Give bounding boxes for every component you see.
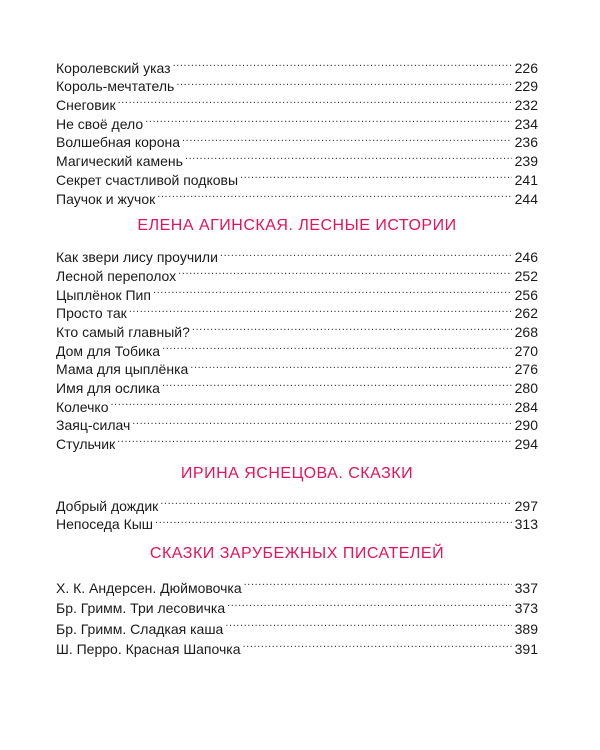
- toc-entry: [56, 412, 538, 434]
- dot-leader: [227, 593, 512, 614]
- dot-leader: [185, 147, 512, 166]
- entry-title: Цыплёнок Пип: [56, 286, 151, 303]
- dot-leader: [145, 110, 512, 129]
- dot-leader: [182, 129, 512, 148]
- entry-page-number: 262: [514, 305, 538, 322]
- toc-entry: [56, 300, 538, 322]
- toc-entry: [56, 492, 538, 514]
- dot-leader: [243, 634, 512, 655]
- entry-title: Колечко: [56, 398, 109, 415]
- dot-leader: [157, 185, 511, 204]
- dot-leader: [155, 511, 512, 530]
- dot-leader: [153, 281, 512, 300]
- entry-page-number: 373: [514, 600, 538, 617]
- dot-leader: [117, 430, 512, 449]
- entry-title: Х. К. Андерсен. Дюймовочка: [56, 579, 242, 596]
- entry-page-number: 270: [514, 342, 538, 359]
- entry-page-number: 313: [514, 516, 538, 533]
- dot-leader: [240, 166, 512, 185]
- toc-entry: [56, 430, 538, 453]
- dot-leader: [111, 393, 512, 412]
- entry-title: Паучок и жучок: [56, 190, 156, 207]
- section-heading: ЕЛЕНА АГИНСКАЯ. ЛЕСНЫЕ ИСТОРИИ: [137, 216, 457, 234]
- dot-leader: [225, 613, 511, 634]
- entry-title: Мама для цыплёнка: [56, 361, 189, 378]
- toc-entry: [56, 572, 538, 596]
- entry-page-number: 246: [514, 249, 538, 266]
- entry-page-number: 236: [514, 134, 538, 151]
- toc-group-aginskaya: [56, 244, 538, 453]
- section-heading: ИРИНА ЯСНЕЦОВА. СКАЗКИ: [180, 465, 414, 483]
- entry-page-number: 229: [514, 78, 538, 95]
- toc-group-yasnetsova: [56, 492, 538, 533]
- dot-leader: [118, 91, 512, 110]
- entry-title: Имя для ослика: [56, 380, 160, 396]
- entry-page-number: 268: [514, 323, 538, 340]
- entry-page-number: 252: [514, 267, 538, 284]
- entry-title: Лесной переполох: [56, 267, 177, 284]
- entry-title: Секрет счастливой подковы: [56, 171, 239, 188]
- entry-page-number: 276: [514, 361, 538, 378]
- dot-leader: [192, 318, 512, 337]
- entry-page-number: 226: [514, 59, 538, 76]
- toc-group-foreign-writers: [56, 572, 538, 658]
- entry-page-number: 337: [514, 579, 538, 596]
- entry-page-number: 290: [514, 417, 538, 434]
- entry-title: Бр. Гримм. Три лесовичка: [56, 600, 226, 617]
- entry-page-number: 294: [514, 436, 538, 453]
- entry-page-number: 232: [514, 97, 538, 114]
- dot-leader: [173, 54, 512, 73]
- dot-leader: [220, 244, 512, 263]
- toc-entry: [56, 54, 538, 76]
- entry-title: Дом для Тобика: [56, 342, 161, 359]
- entry-page-number: 239: [514, 153, 538, 170]
- entry-page-number: 244: [514, 190, 538, 207]
- entry-page-number: 284: [514, 398, 538, 415]
- table-of-contents: [56, 54, 538, 658]
- entry-title: Кто самый главный?: [56, 323, 190, 340]
- entry-title: Магический камень: [56, 153, 183, 170]
- toc-entry: [56, 110, 538, 132]
- entry-title: Стульчик: [56, 436, 116, 453]
- entry-page-number: 391: [514, 641, 538, 658]
- entry-title: Волшебная корона: [56, 134, 181, 151]
- entry-title: Ш. Перро. Красная Шапочка: [56, 641, 241, 658]
- toc-entry: [56, 91, 538, 114]
- dot-leader: [176, 73, 511, 92]
- entry-page-number: 256: [514, 286, 538, 303]
- dot-leader: [162, 374, 512, 393]
- dot-leader: [132, 412, 511, 431]
- entry-page-number: 234: [514, 115, 538, 132]
- entry-title: Король-мечтатель: [56, 78, 175, 95]
- toc-entry: [56, 393, 538, 415]
- toc-group-untitled: [56, 54, 538, 207]
- entry-page-number: 297: [514, 497, 538, 514]
- dot-leader: [160, 492, 511, 511]
- entry-title: Снеговик: [56, 97, 116, 114]
- entry-page-number: 241: [514, 171, 538, 188]
- entry-title: Просто так: [56, 305, 127, 322]
- dot-leader: [129, 300, 512, 319]
- entry-title: Королевский указ: [56, 59, 171, 76]
- entry-title: Не своё дело: [56, 115, 144, 132]
- entry-title: Бр. Гримм. Сладкая каша: [56, 620, 224, 637]
- dot-leader: [190, 356, 511, 375]
- entry-title: Заяц-силач: [56, 417, 131, 434]
- entry-title: Как звери лису проучили: [56, 249, 218, 266]
- entry-title: Непоседа Кыш: [56, 516, 154, 533]
- dot-leader: [244, 572, 512, 593]
- entry-page-number: 280: [514, 380, 538, 396]
- dot-leader: [178, 262, 511, 281]
- dot-leader: [162, 337, 512, 356]
- entry-title: Добрый дождик: [56, 497, 159, 514]
- section-heading: СКАЗКИ ЗАРУБЕЖНЫХ ПИСАТЕЛЕЙ: [149, 545, 445, 563]
- entry-page-number: 389: [514, 620, 538, 637]
- toc-entry: [56, 244, 538, 266]
